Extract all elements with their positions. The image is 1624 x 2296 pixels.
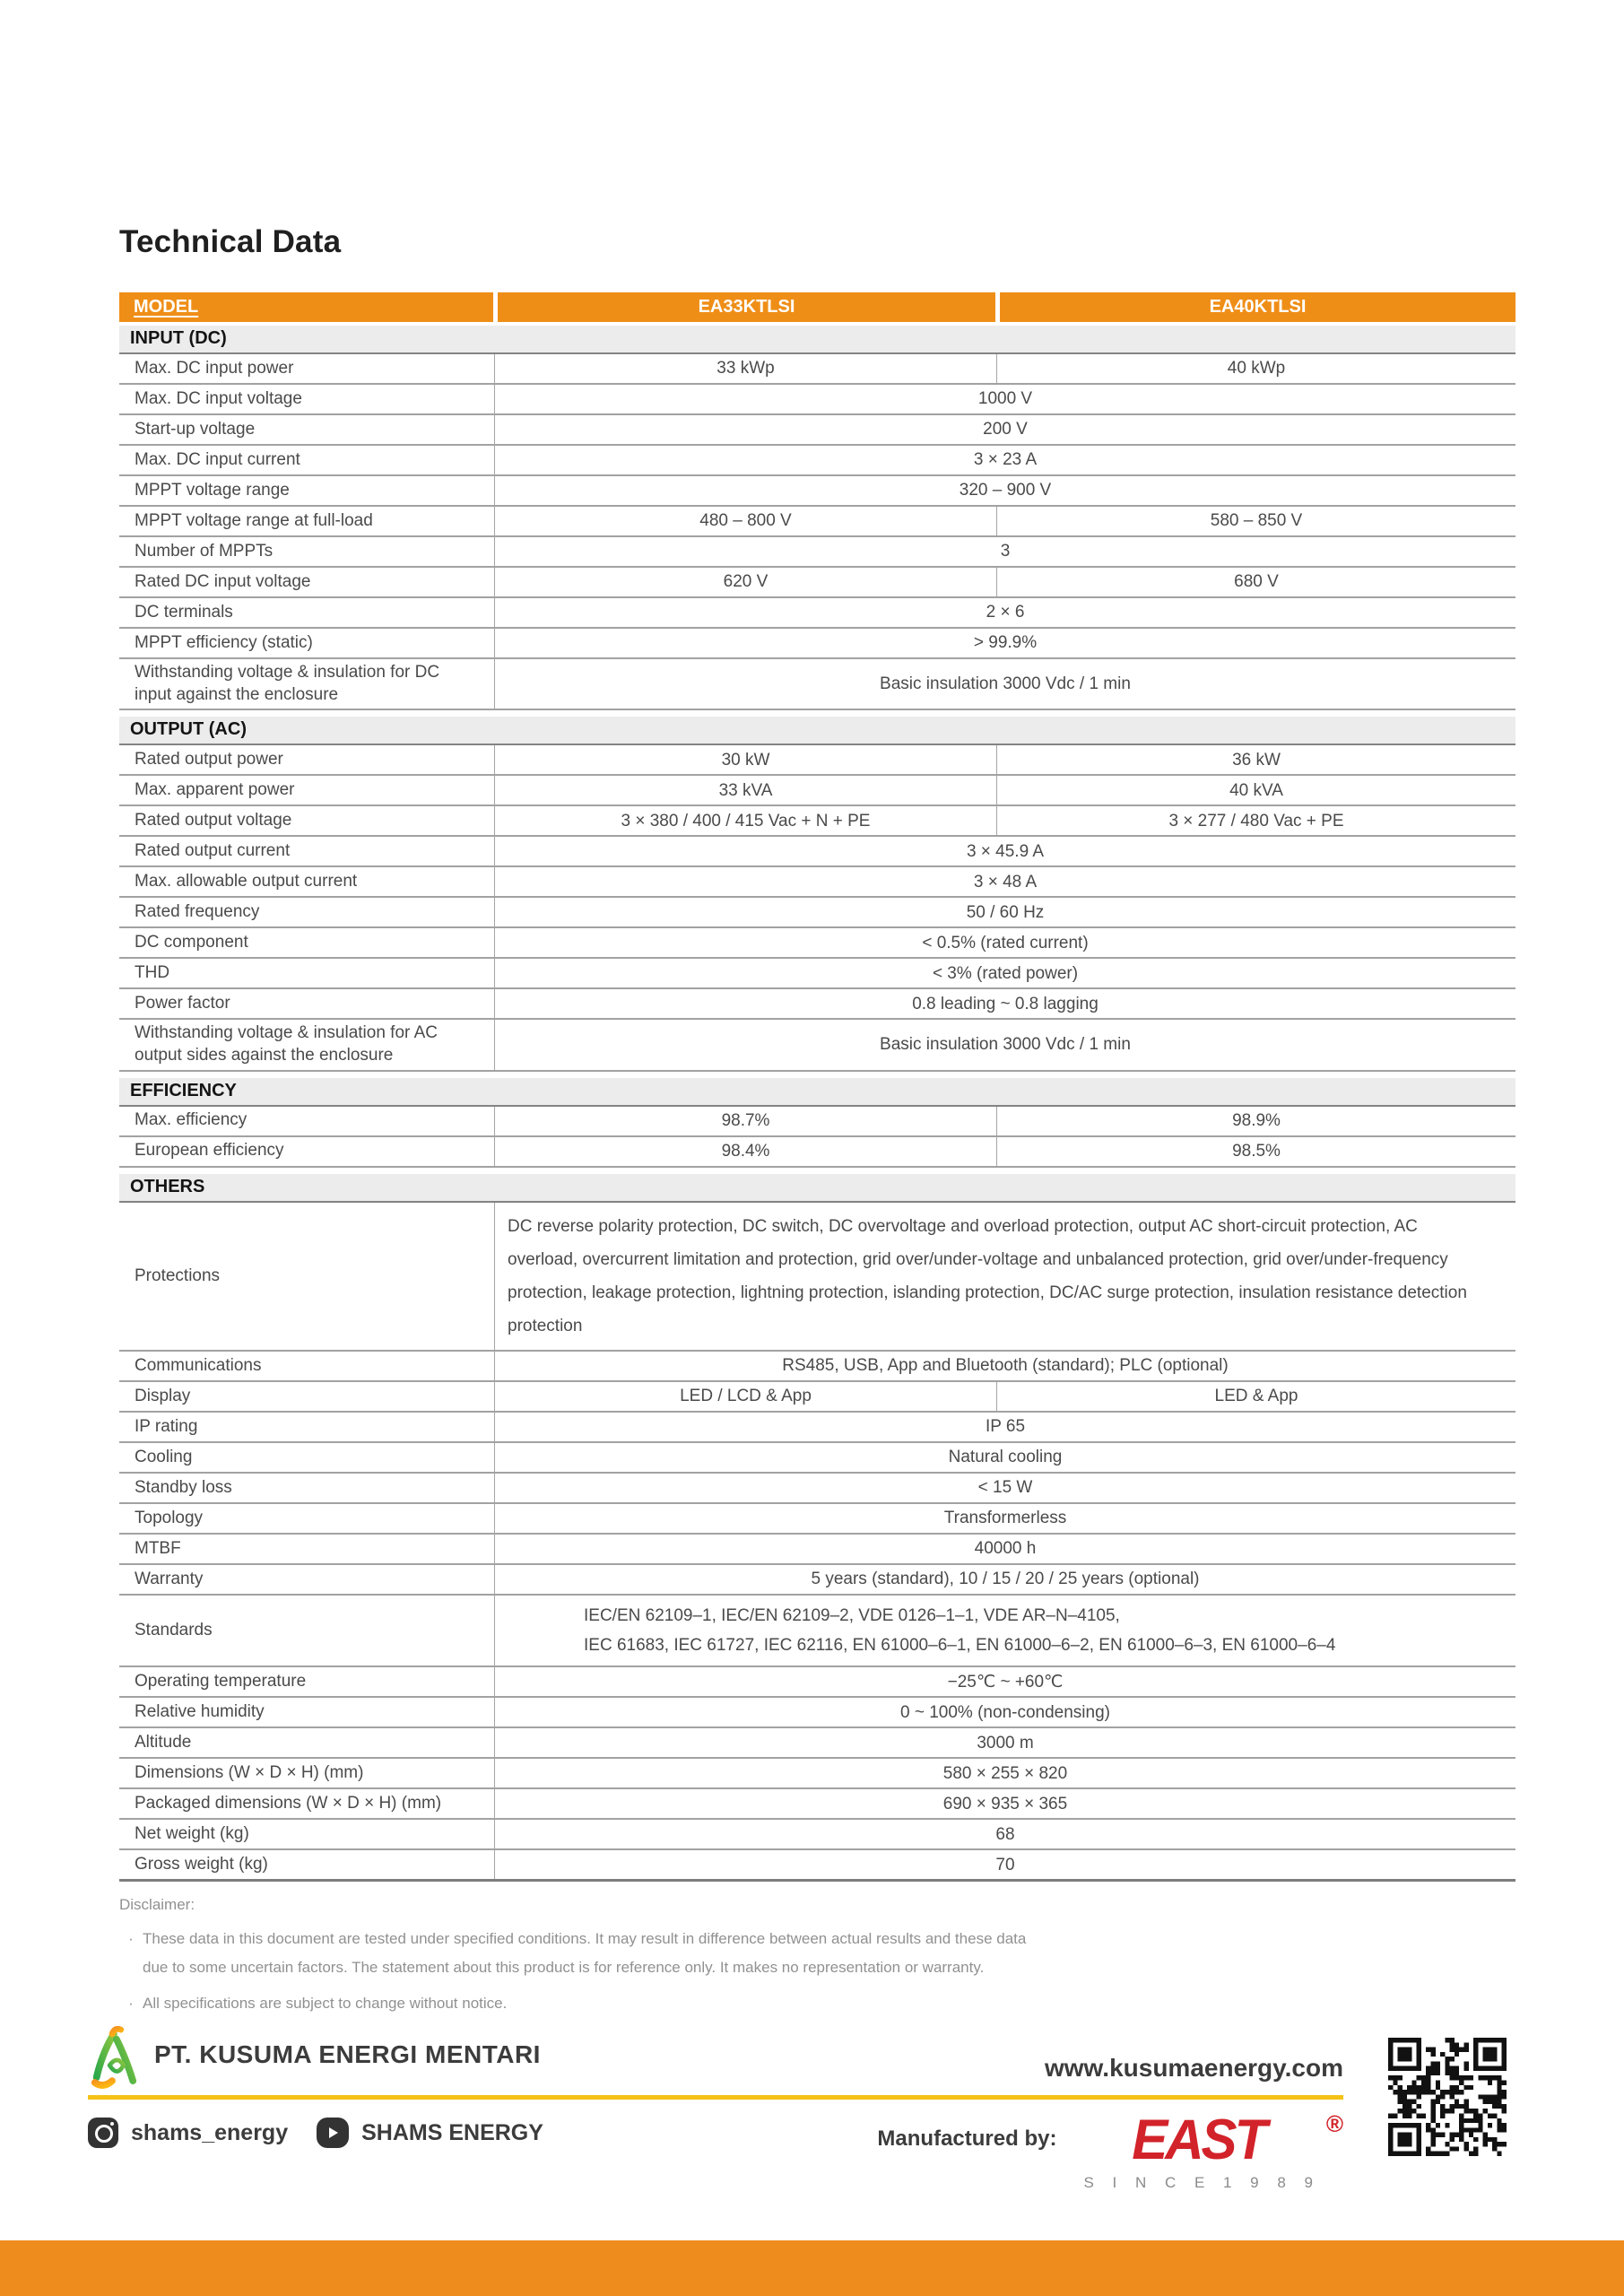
bottom-accent-bar [0,2240,1624,2296]
section-header: EFFICIENCY [119,1078,1515,1107]
spec-value: 620 V [495,568,997,596]
spec-value: 580 – 850 V [1210,511,1303,531]
spec-value: LED / LCD & App [495,1382,997,1411]
kusuma-logo-icon [88,2025,140,2090]
disclaimer-item [119,1925,1043,1981]
spec-label: Net weight (kg) [119,1820,495,1848]
table-row [119,1352,1515,1382]
table-row [119,1728,1515,1759]
website-link[interactable]: www.kusumaenergy.com [1045,2054,1343,2082]
spec-value: 98.9% [1232,1110,1281,1130]
spec-value: 200 V [983,420,1028,439]
section-header: INPUT (DC) [119,326,1515,354]
company-name: PT. KUSUMA ENERGI MENTARI [154,2040,541,2068]
spec-label: Max. apparent power [119,776,495,804]
table-row [119,1535,1515,1565]
manufacturer-tagline: S I N C E 1 9 8 9 [1083,2174,1320,2191]
spec-value: 0.8 leading ~ 0.8 lagging [912,994,1099,1013]
spec-value: Basic insulation 3000 Vdc / 1 min [880,1035,1131,1055]
spec-label: Standards [119,1596,495,1666]
manufactured-by-label: Manufactured by: [877,2126,1057,2151]
main-content [119,224,1515,2018]
column-header-ea40ktlsi: EA40KTLSI [1000,292,1515,322]
table-row [119,959,1515,989]
table-row [119,806,1515,837]
table-row [119,568,1515,598]
spec-label: Max. DC input power [119,354,495,383]
qr-code [1388,2038,1507,2156]
table-header-row [119,292,1515,322]
table-row [119,1443,1515,1474]
bullet-icon: · [128,1930,134,1948]
spec-label: Gross weight (kg) [119,1850,495,1879]
spec-value: RS485, USB, App and Bluetooth (standard); PLC (optional) [782,1356,1229,1376]
spec-label: European efficiency [119,1137,495,1166]
spec-value: 68 [995,1824,1015,1844]
spec-value: DC reverse polarity protection, DC switch, DC overvoltage and overload protection, output AC short-circuit protection, AC overload, overcurrent limitation and protection, grid over/under-voltage and unbalanced protection, grid over/under-frequency protection, leakage protection, lightning protection, islanding protection, DC/AC surge protection, insulation resistance detection protection [508,1216,1467,1335]
section-header: OTHERS [119,1174,1515,1203]
spec-label: Altitude [119,1728,495,1757]
table-row [119,1565,1515,1596]
spec-label: Rated output current [119,837,495,865]
spec-label: Standby loss [119,1474,495,1502]
spec-value: 98.5% [1232,1141,1281,1161]
east-logo [1083,2108,1343,2192]
spec-value: < 3% (rated power) [932,963,1079,983]
spec-label: Number of MPPTs [119,537,495,566]
instagram-handle: shams_energy [131,2119,289,2145]
youtube-link[interactable] [304,2118,543,2148]
east-logo-text: EAST [1132,2108,1265,2171]
spec-label: Cooling [119,1443,495,1472]
spec-label: IP rating [119,1413,495,1441]
table-row [119,629,1515,659]
table-row [119,1667,1515,1698]
spec-value: −25℃ ~ +60℃ [947,1672,1064,1692]
disclaimer-text: These data in this document are tested under specified conditions. It may result in difference between actual results and these data due to some uncertain factors. The statement about this product is for reference only. It makes no representation or warranty. [143,1930,1027,1976]
table-row [119,776,1515,806]
spec-value: 0 ~ 100% (non-condensing) [900,1702,1110,1722]
table-row [119,928,1515,959]
spec-table-body [119,326,1515,1882]
spec-label: Relative humidity [119,1698,495,1726]
column-header-ea33ktlsi: EA33KTLSI [498,292,995,322]
registered-trademark-icon: ® [1325,2110,1343,2137]
spec-value: 40000 h [974,1539,1037,1559]
spec-value: Transformerless [943,1509,1067,1528]
disclaimer-block [119,1896,1043,2017]
page-title: Technical Data [119,224,342,259]
spec-label: Display [119,1382,495,1411]
table-row [119,989,1515,1020]
spec-table [119,292,1515,1882]
disclaimer-item [119,1989,1043,2017]
spec-value: 30 kW [495,745,997,774]
table-row [119,1107,1515,1137]
spec-value: 580 × 255 × 820 [942,1763,1068,1783]
table-row [119,745,1515,776]
spec-value: 40 kWp [1227,359,1286,378]
spec-value: 70 [995,1855,1015,1874]
spec-value: 680 V [1234,572,1279,592]
column-header-model [119,292,493,322]
spec-label: Max. DC input voltage [119,385,495,413]
spec-value: 3 [1000,542,1011,561]
spec-value: 50 / 60 Hz [966,902,1045,922]
spec-value: 98.4% [495,1137,997,1166]
disclaimer-title: Disclaimer: [119,1896,195,1914]
table-row [119,659,1515,710]
spec-value: 3 × 277 / 480 Vac + PE [1168,811,1344,831]
spec-value: 3 × 48 A [973,872,1038,891]
footer [88,2025,1343,2192]
spec-value: < 0.5% (rated current) [922,933,1089,952]
spec-value: 3 × 23 A [973,450,1038,470]
table-row [119,1137,1515,1168]
spec-value: 5 years (standard), 10 / 15 / 20 / 25 years (optional) [811,1570,1200,1589]
spec-label: Withstanding voltage & insulation for DC input against the enclosure [119,659,495,709]
spec-label: MPPT voltage range at full-load [119,507,495,535]
table-row [119,1203,1515,1352]
table-row [119,1698,1515,1728]
spec-value: 98.7% [495,1107,997,1135]
table-row [119,1020,1515,1071]
spec-value: 3000 m [977,1733,1034,1752]
table-row [119,446,1515,476]
footer-top-row [88,2025,1343,2090]
table-row [119,598,1515,629]
table-row [119,1474,1515,1504]
spec-label: Rated DC input voltage [119,568,495,596]
spec-value: 33 kWp [495,354,997,383]
instagram-icon [88,2118,118,2148]
spec-value: 480 – 800 V [495,507,997,535]
bullet-icon: · [128,1995,134,2013]
spec-value: > 99.9% [973,633,1038,653]
spec-value: 40 kVA [1229,780,1283,800]
youtube-icon [317,2118,349,2148]
table-row [119,354,1515,385]
spec-label: Max. allowable output current [119,867,495,896]
spec-label: Max. DC input current [119,446,495,474]
spec-label: Warranty [119,1565,495,1594]
spec-label: Protections [119,1203,495,1350]
spec-label: Max. efficiency [119,1107,495,1135]
table-row [119,1759,1515,1789]
spec-value: IP 65 [985,1417,1026,1437]
spec-value: 320 – 900 V [959,481,1052,500]
spec-label: DC component [119,928,495,957]
table-row [119,415,1515,446]
spec-label: Power factor [119,989,495,1018]
spec-label: Start-up voltage [119,415,495,444]
table-row [119,1820,1515,1850]
spec-value: 1000 V [977,389,1033,409]
instagram-link[interactable] [88,2118,288,2148]
spec-value: 3 × 45.9 A [966,841,1045,861]
spec-label: MPPT efficiency (static) [119,629,495,657]
table-row [119,837,1515,867]
footer-bottom-row [88,2108,1343,2192]
social-links [88,2118,543,2148]
spec-label: MTBF [119,1535,495,1563]
spec-value: 36 kW [1232,750,1281,770]
spec-label: MPPT voltage range [119,476,495,505]
spec-value: 2 × 6 [986,603,1025,622]
spec-label: Operating temperature [119,1667,495,1696]
spec-value: 3 × 380 / 400 / 415 Vac + N + PE [495,806,997,835]
spec-value: Natural cooling [948,1448,1063,1467]
spec-label: Rated frequency [119,898,495,926]
company-brand [88,2025,541,2090]
table-row [119,385,1515,415]
section-header: OUTPUT (AC) [119,717,1515,745]
spec-value: 690 × 935 × 365 [942,1794,1068,1813]
table-row [119,867,1515,898]
spec-label: THD [119,959,495,987]
spec-label: Packaged dimensions (W × D × H) (mm) [119,1789,495,1818]
table-row [119,1413,1515,1443]
youtube-handle: SHAMS ENERGY [361,2119,543,2145]
spec-label: Topology [119,1504,495,1533]
model-label: MODEL [134,297,199,317]
spec-label: Rated output voltage [119,806,495,835]
table-row [119,537,1515,568]
spec-label: Withstanding voltage & insulation for AC output sides against the enclosure [119,1020,495,1069]
spec-label: Dimensions (W × D × H) (mm) [119,1759,495,1787]
table-row [119,1596,1515,1668]
table-row [119,507,1515,537]
spec-value: IEC/EN 62109–1, IEC/EN 62109–2, VDE 0126–1–1, VDE AR–N–4105, IEC 61683, IEC 61727, IEC 62116, EN 61000–6–1, EN 61000–6–2, EN 61000–6–3, EN 61000–6–4 [584,1605,1336,1656]
spec-value: LED & App [1214,1387,1298,1406]
footer-divider [88,2095,1343,2100]
spec-label: Rated output power [119,745,495,774]
spec-value: < 15 W [977,1478,1033,1498]
manufacturer-block [877,2108,1343,2192]
spec-value: 33 kVA [495,776,997,804]
spec-label: DC terminals [119,598,495,627]
table-row [119,476,1515,507]
table-row [119,1504,1515,1535]
table-row [119,1382,1515,1413]
table-row [119,1850,1515,1882]
disclaimer-text: All specifications are subject to change without notice. [143,1995,508,2013]
table-row [119,1789,1515,1820]
table-row [119,898,1515,928]
spec-value: Basic insulation 3000 Vdc / 1 min [880,674,1131,693]
spec-label: Communications [119,1352,495,1380]
